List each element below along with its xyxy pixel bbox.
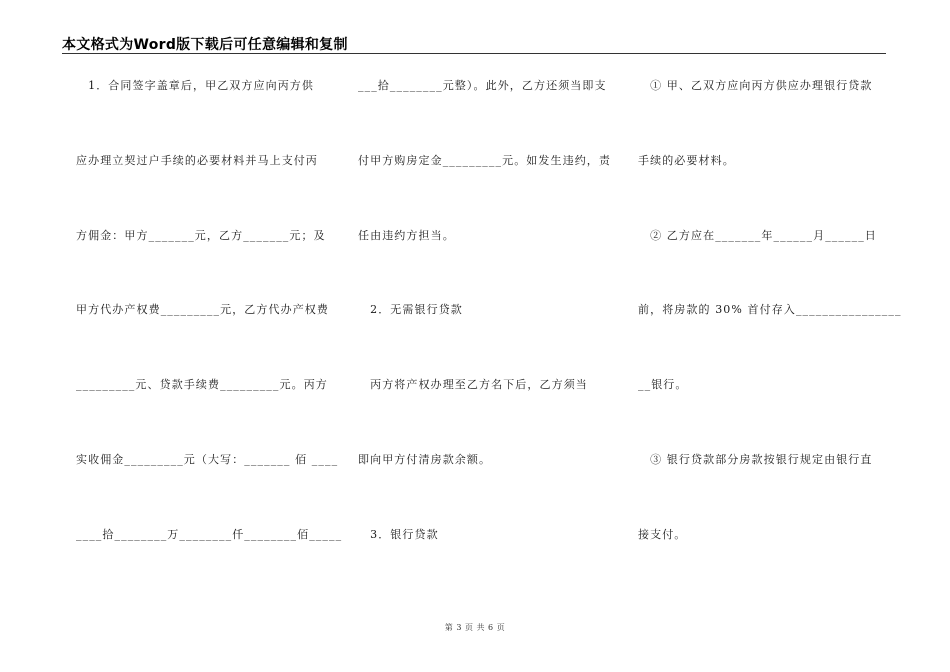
text-line: ____拾________万________仟________佰_____ — [76, 528, 343, 541]
text-line: ① 甲、乙双方应向丙方供应办理银行贷款 — [638, 79, 873, 92]
text-line: 1．合同签字盖章后，甲乙双方应向丙方供 — [76, 79, 314, 92]
text-line: 丙方将产权办理至乙方名下后，乙方须当 — [358, 378, 588, 391]
text-line: ② 乙方应在_______年______月______日 — [638, 229, 877, 242]
text-line: ___拾________元整）。此外，乙方还须当即支 — [358, 79, 607, 92]
text-line: 方佣金：甲方_______元，乙方_______元；及 — [76, 229, 326, 242]
text-line: 手续的必要材料。 — [638, 154, 735, 167]
text-line: 2．无需银行贷款 — [358, 303, 463, 316]
text-line: 即向甲方付清房款余额。 — [358, 453, 492, 466]
text-line: __银行。 — [638, 378, 688, 391]
header-divider — [62, 53, 886, 54]
text-line: 3．银行贷款 — [358, 528, 439, 541]
text-line: ③ 银行贷款部分房款按银行规定由银行直 — [638, 453, 873, 466]
text-line: 应办理立契过户手续的必要材料并马上支付丙 — [76, 154, 318, 167]
page-number: 第 3 页 共 6 页 — [444, 623, 506, 632]
text-line: 任由违约方担当。 — [358, 229, 455, 242]
text-line: 接支付。 — [638, 528, 687, 541]
text-line: 甲方代办产权费_________元，乙方代办产权费 — [76, 303, 329, 316]
text-line: _________元、贷款手续费_________元。丙方 — [76, 378, 328, 391]
text-line: 付甲方购房定金_________元。如发生违约，责 — [358, 154, 611, 167]
page-header-title: 本文格式为Word版下载后可任意编辑和复制 — [62, 37, 348, 53]
text-line: 前，将房款的 30% 首付存入________________ — [638, 303, 902, 316]
text-line: 实收佣金_________元（大写：_______ 佰 ____ — [76, 453, 339, 466]
